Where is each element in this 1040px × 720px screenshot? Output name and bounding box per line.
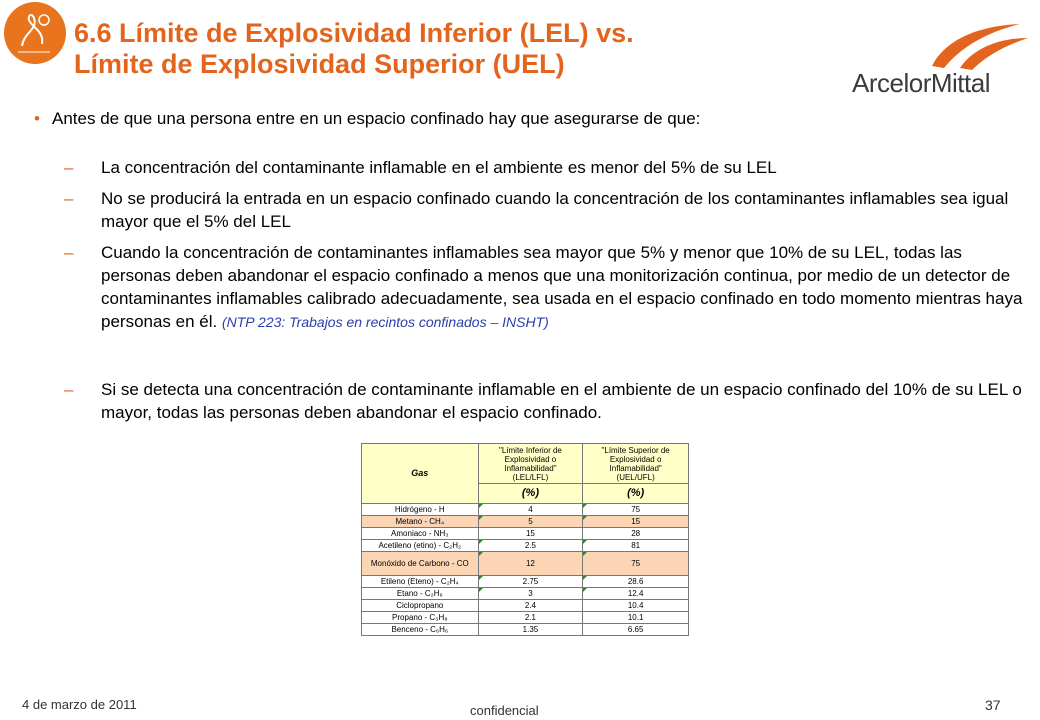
- list-item-text: La concentración del contaminante inflamable en el ambiente es menor del 5% de su LEL: [101, 158, 777, 177]
- list-item: [64, 187, 1024, 233]
- table-row: [362, 576, 689, 588]
- lel-header-line: Explosividad o: [504, 454, 557, 464]
- lel-value: 2.5: [524, 541, 536, 550]
- uel-value: 28.6: [627, 577, 644, 586]
- uel-value: 10.1: [627, 613, 644, 622]
- table-row: [362, 612, 689, 624]
- gas-cell: Ciclopropano: [362, 600, 479, 612]
- uel-value: 15: [631, 517, 641, 526]
- cell-marker: [479, 588, 483, 592]
- cell-marker: [479, 540, 483, 544]
- gas-column-header: Gas: [362, 444, 479, 504]
- uel-value: 6.65: [627, 625, 644, 634]
- list-item-text: No se producirá la entrada en un espacio confinado cuando la concentración de los contaminantes inflamables sea igual mayor que el 5% del LEL: [101, 189, 1009, 231]
- lel-value: 1.35: [522, 625, 539, 634]
- gas-cell: Benceno - C₆H₆: [362, 624, 479, 636]
- gas-cell: Metano - CH₄: [362, 516, 479, 528]
- slide-title: [74, 18, 834, 80]
- uel-header-line: "Límite Superior de: [601, 445, 670, 455]
- table-row: [362, 588, 689, 600]
- cell-marker: [479, 552, 483, 556]
- title-line-1: 6.6 Límite de Explosividad Inferior (LEL) vs.: [74, 18, 634, 48]
- uel-cell: [583, 588, 689, 600]
- table-row: [362, 600, 689, 612]
- uel-value: 10.4: [627, 601, 644, 610]
- lel-header-line: (LEL/LFL): [512, 472, 549, 482]
- lel-cell: [478, 528, 583, 540]
- list-item: [64, 241, 1024, 334]
- cell-marker: [479, 516, 483, 520]
- table-row: [362, 540, 689, 552]
- cell-marker: [583, 588, 587, 592]
- lel-value: 2.1: [524, 613, 536, 622]
- uel-value: 75: [631, 505, 641, 514]
- gas-cell: Hidrógeno - H: [362, 504, 479, 516]
- uel-cell: [583, 612, 689, 624]
- lel-value: 12: [525, 559, 535, 568]
- uel-cell: [583, 516, 689, 528]
- gas-cell: Etano - C₂H₆: [362, 588, 479, 600]
- list-item-text: Si se detecta una concentración de contaminante inflamable en el ambiente de un espacio confinado del 10% de su LEL o mayor, todas las personas deben abandonar el espacio confinado.: [101, 380, 1022, 422]
- brand-name: ArcelorMittal: [852, 68, 990, 98]
- uel-value: 28: [631, 529, 641, 538]
- table-row: [362, 528, 689, 540]
- cell-marker: [479, 504, 483, 508]
- cell-marker: [583, 540, 587, 544]
- lel-cell: [478, 540, 583, 552]
- cell-marker: [583, 504, 587, 508]
- arcelormittal-swoosh-icon: [926, 16, 1036, 72]
- cell-marker: [479, 576, 483, 580]
- uel-header-line: (UEL/UFL): [616, 472, 655, 482]
- dash-marker: –: [64, 243, 74, 262]
- table-row: [362, 552, 689, 576]
- gas-cell: Amoniaco - NH₃: [362, 528, 479, 540]
- uel-header-line: Inflamabilidad": [609, 463, 662, 473]
- uel-cell: [583, 540, 689, 552]
- lel-cell: [478, 624, 583, 636]
- lel-header-line: "Límite Inferior de: [499, 445, 562, 455]
- lel-value: 2.75: [522, 577, 539, 586]
- dash-marker: –: [64, 380, 74, 399]
- lel-value: 15: [525, 529, 535, 538]
- table-row: [362, 624, 689, 636]
- lel-column-header: [478, 444, 583, 484]
- reference-citation: (NTP 223: Trabajos en recintos confinados – INSHT): [221, 314, 549, 330]
- lel-value: 2.4: [524, 601, 536, 610]
- lel-value: 4: [528, 505, 533, 514]
- uel-value: 75: [631, 559, 641, 568]
- footer-confidential: confidencial: [470, 703, 539, 718]
- list-item: [64, 378, 1024, 424]
- lel-value: 3: [528, 589, 533, 598]
- cell-marker: [583, 552, 587, 556]
- uel-cell: [583, 600, 689, 612]
- uel-value: 12.4: [627, 589, 644, 598]
- lel-header-line: Inflamabilidad": [504, 463, 557, 473]
- gas-cell: Monóxido de Carbono - CO: [362, 552, 479, 576]
- dash-marker: –: [64, 189, 74, 208]
- page-number: 37: [985, 697, 1001, 713]
- uel-cell: [583, 624, 689, 636]
- list-item-body: Cuando la concentración de contaminantes inflamables sea mayor que 5% y menor que 10% de su LEL, todas las personas deben abandonar el espacio confinado a menos que una monitorización continua, por medio de un detector de contaminantes inflamables calibrado adecuadamente, sea usada en el espacio confinado en todo momento mientras haya personas en él.: [101, 243, 1023, 331]
- title-line-2: Límite de Explosividad Superior (UEL): [74, 49, 565, 79]
- lel-value: 5: [528, 517, 533, 526]
- list-item: [64, 156, 1024, 179]
- cell-marker: [583, 576, 587, 580]
- table-row: [362, 516, 689, 528]
- gas-cell: Acetileno (etino) - C₂H₂: [362, 540, 479, 552]
- intro-bullet: [34, 108, 1014, 130]
- uel-header-line: Explosividad o: [609, 454, 662, 464]
- lel-cell: [478, 552, 583, 576]
- uel-value: 81: [631, 541, 641, 550]
- gas-cell: Propano - C₃H₈: [362, 612, 479, 624]
- uel-unit-header: (%): [583, 484, 689, 504]
- lel-cell: [478, 576, 583, 588]
- table-row: [362, 504, 689, 516]
- lel-cell: [478, 600, 583, 612]
- uel-cell: [583, 504, 689, 516]
- uel-cell: [583, 576, 689, 588]
- gas-cell: Etileno (Eteno) - C₂H₄: [362, 576, 479, 588]
- brand-logo: [846, 16, 1036, 96]
- logo-emblem-icon: [4, 2, 66, 64]
- lel-cell: [478, 612, 583, 624]
- footer-date: 4 de marzo de 2011: [22, 697, 137, 712]
- uel-column-header: [583, 444, 689, 484]
- dash-marker: –: [64, 158, 74, 177]
- organization-logo: [4, 2, 66, 64]
- lel-unit-header: (%): [478, 484, 583, 504]
- lel-cell: [478, 504, 583, 516]
- list-item-text: [101, 241, 1024, 334]
- lel-cell: [478, 516, 583, 528]
- bullet-dot: •: [34, 109, 40, 128]
- uel-cell: [583, 528, 689, 540]
- explosivity-limits-table: [361, 443, 689, 636]
- lel-cell: [478, 588, 583, 600]
- intro-text: Antes de que una persona entre en un espacio confinado hay que asegurarse de que:: [52, 109, 701, 128]
- cell-marker: [583, 516, 587, 520]
- uel-cell: [583, 552, 689, 576]
